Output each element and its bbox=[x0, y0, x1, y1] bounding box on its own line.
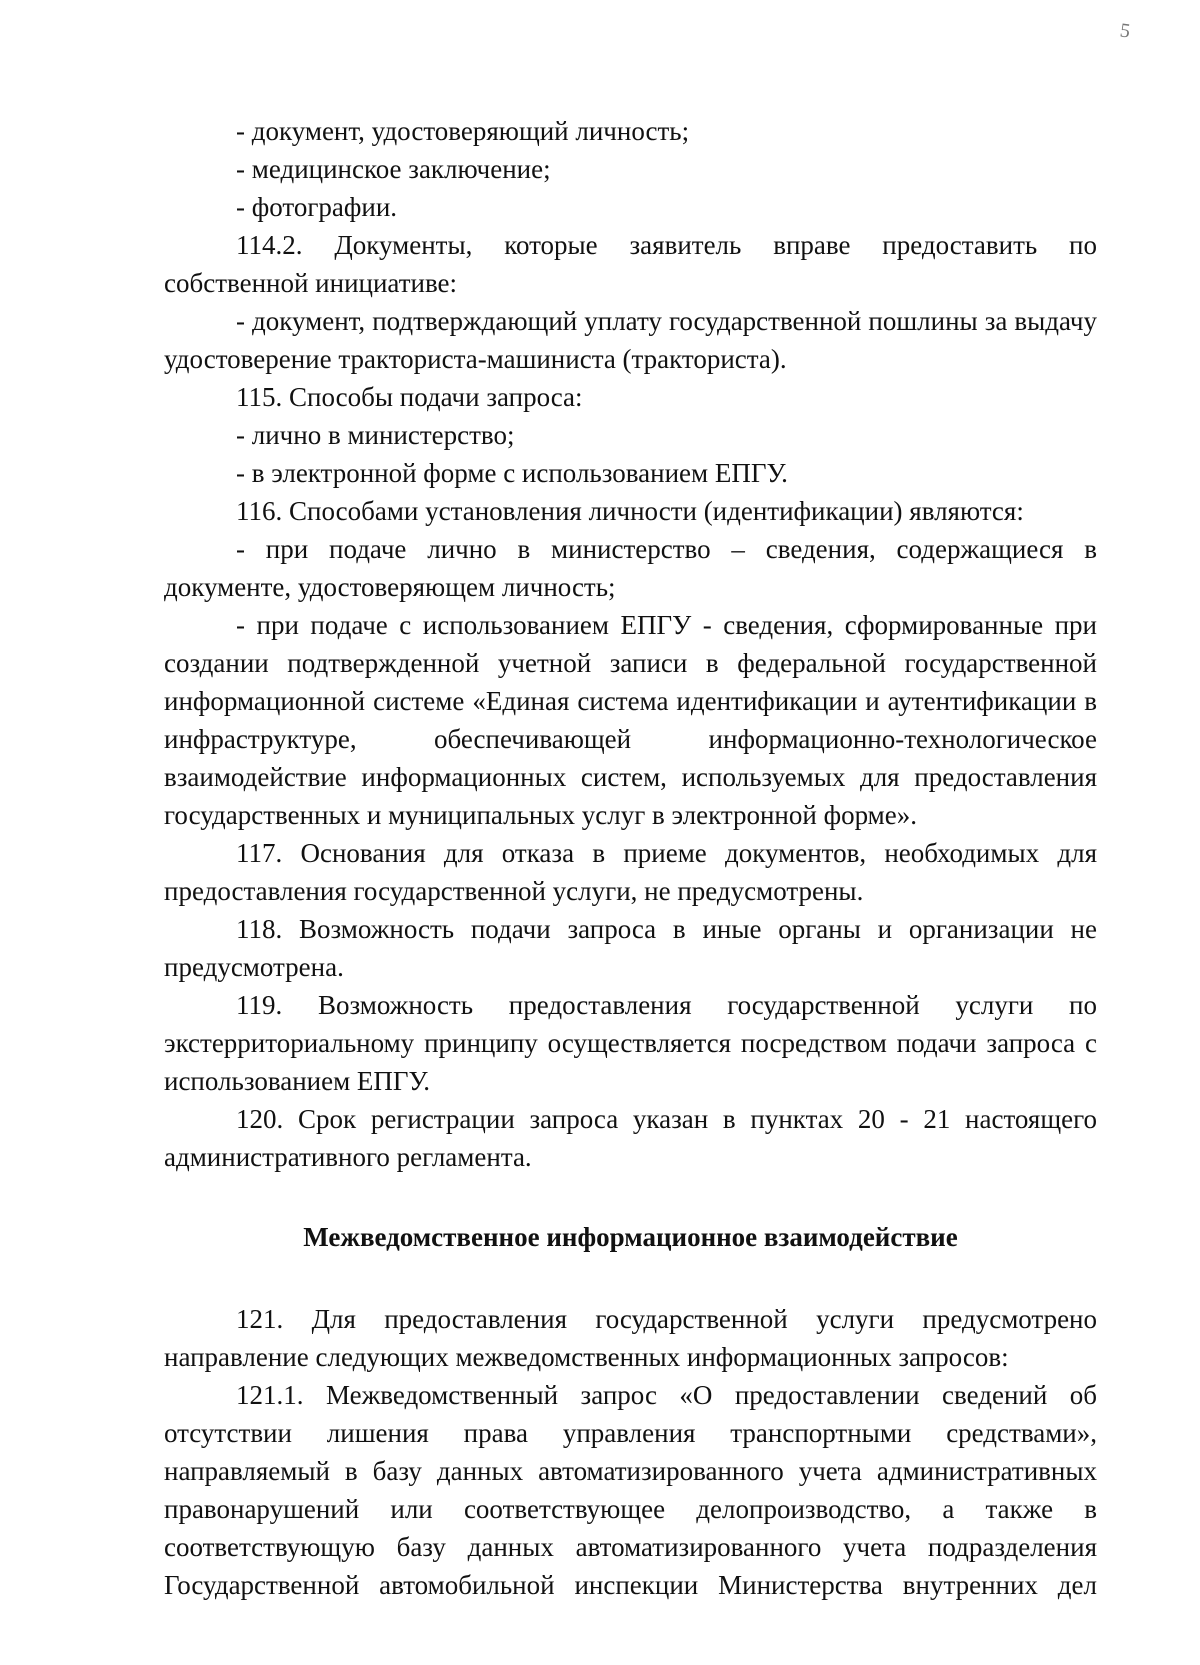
paragraph: - лично в министерство; bbox=[236, 420, 515, 450]
paragraph: - документ, удостоверяющий личность; bbox=[236, 116, 690, 146]
paragraph: - фотографии. bbox=[236, 192, 398, 222]
paragraph: 116. Способами установления личности (идентификации) являются: bbox=[236, 496, 1024, 526]
section-heading: Межведомственное информационное взаимодействие bbox=[303, 1222, 958, 1252]
paragraph: 120. Срок регистрации запроса указан в пунктах 20 - 21 настоящего административного регламента. bbox=[164, 1104, 1097, 1172]
paragraph: - при подаче с использованием ЕПГУ - сведения, сформированные при создании подтвержденной учетной записи в федеральной государственной информационной системе «Единая система идентификации и аутентификации в инфраструктуре, обеспечивающей информационно-технологическое взаимодействие информационных систем, используемых для предоставления государственных и муниципальных услуг в электронной форме». bbox=[164, 610, 1097, 830]
paragraph: - документ, подтверждающий уплату государственной пошлины за выдачу удостоверение тракториста-машиниста (тракториста). bbox=[164, 306, 1097, 374]
paragraph: 118. Возможность подачи запроса в иные органы и организации не предусмотрена. bbox=[164, 914, 1097, 982]
paragraph: - при подаче лично в министерство – сведения, содержащиеся в документе, удостоверяющем личность; bbox=[164, 534, 1097, 602]
paragraph: 121. Для предоставления государственной услуги предусмотрено направление следующих межведомственных информационных запросов: bbox=[164, 1304, 1097, 1372]
paragraph: 114.2. Документы, которые заявитель вправе предоставить по собственной инициативе: bbox=[164, 230, 1097, 298]
paragraph: 115. Способы подачи запроса: bbox=[236, 382, 583, 412]
page-number-mark: 5 bbox=[1118, 19, 1132, 43]
document-body bbox=[164, 112, 1097, 1604]
paragraph: - в электронной форме с использованием ЕПГУ. bbox=[236, 458, 788, 488]
paragraph: - медицинское заключение; bbox=[236, 154, 551, 184]
paragraph: 119. Возможность предоставления государственной услуги по экстерриториальному принципу осуществляется посредством подачи запроса с использованием ЕПГУ. bbox=[164, 990, 1097, 1096]
paragraph: 117. Основания для отказа в приеме документов, необходимых для предоставления государственной услуги, не предусмотрены. bbox=[164, 838, 1097, 906]
paragraph: 121.1. Межведомственный запрос «О предоставлении сведений об отсутствии лишения права управления транспортными средствами», направляемый в базу данных автоматизированного учета административных правонарушений или соответствующее делопроизводство, а также в соответствующую базу данных автоматизированного учета подразделения Государственной автомобильной инспекции Министерства внутренних дел bbox=[164, 1380, 1097, 1600]
